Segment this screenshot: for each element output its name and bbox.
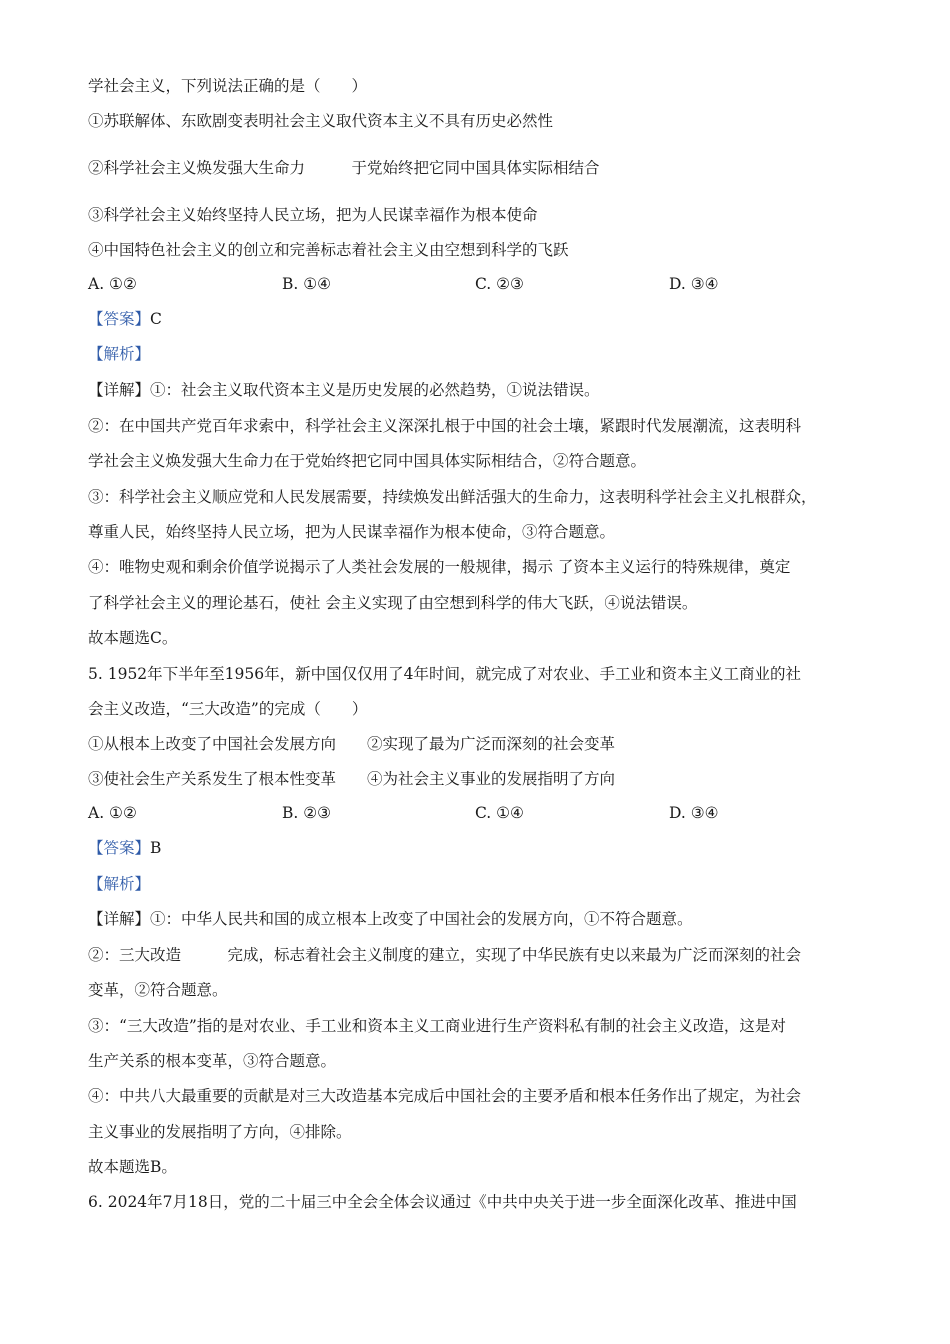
question-5-stem-2: 会主义改造，“三大改造”的完成（ ） [88,700,368,718]
q4-statement-3: ③科学社会主义始终坚持人民立场，把为人民谋幸福作为根本使命 [88,206,538,224]
q5-detail-4: ③：“三大改造”指的是对农业、手工业和资本主义工商业进行生产资料私有制的社会主义改造，这是对 [88,1017,786,1035]
q4-detail-6: ④：唯物史观和剩余价值学说揭示了人类社会发展的一般规律，揭示 了资本主义运行的特殊规律，奠定 [88,558,791,576]
question-4-stem: 学社会主义，下列说法正确的是（ ） [88,77,368,95]
q4-option-b: B. ①④ [282,275,332,293]
q5-conclusion: 故本题选B。 [88,1158,177,1176]
q4-option-c: C. ②③ [475,275,524,293]
answer-value: B [150,839,162,857]
analysis-tag: 【解析】 [88,875,151,893]
q5-detail-5: 生产关系的根本变革，③符合题意。 [88,1052,337,1070]
q5-detail-2: ②：三大改造 完成，标志着社会主义制度的建立，实现了中华民族有史以来最为广泛而深刻的社会 [88,946,802,964]
question-6-stem: 6. 2024年7月18日，党的二十届三中全会全体会议通过《中共中央关于进一步全面深化改革、推进中国 [88,1193,797,1211]
q5-detail-3: 变革，②符合题意。 [88,981,228,999]
answer-value: C [150,310,162,328]
q4-analysis-tag [88,344,150,364]
q4-detail-2: ②：在中国共产党百年求索中，科学社会主义深深扎根于中国的社会土壤，紧跟时代发展潮流，这表明科 [88,417,802,435]
q4-detail-5: 尊重人民，始终坚持人民立场，把为人民谋幸福作为根本使命，③符合题意。 [88,523,616,541]
q5-detail-7: 主义事业的发展指明了方向，④排除。 [88,1123,352,1141]
q4-detail-1 [88,380,600,400]
analysis-tag: 【解析】 [88,345,151,363]
answer-tag: 【答案】 [88,839,151,857]
q5-answer [88,838,161,858]
q5-detail-1 [88,909,693,929]
q4-detail-7: 了科学社会主义的理论基石，使社 会主义实现了由空想到科学的伟大飞跃，④说法错误。 [88,594,698,612]
q5-option-a: A. ①② [88,804,137,822]
q4-statement-1: ①苏联解体、东欧剧变表明社会主义取代资本主义不具有历史必然性 [88,112,554,130]
q5-analysis-tag [88,874,150,894]
q4-option-a: A. ①② [88,275,137,293]
detail-text: ①：中华人民共和国的成立根本上改变了中国社会的发展方向，①不符合题意。 [150,910,693,928]
detail-tag: 【详解】 [88,381,151,399]
detail-text: ①：社会主义取代资本主义是历史发展的必然趋势，①说法错误。 [150,381,600,399]
answer-tag: 【答案】 [88,310,151,328]
q4-answer [88,309,162,329]
q4-option-d: D. ③④ [669,275,719,293]
question-5-stem-1: 5. 1952年下半年至1956年，新中国仅仅用了4年时间，就完成了对农业、手工业和资本主义工商业的社 [88,665,801,683]
detail-tag: 【详解】 [88,910,151,928]
q4-statement-2: ②科学社会主义焕发强大生命力 于党始终把它同中国具体实际相结合 [88,159,600,177]
q5-statements-2: ③使社会生产关系发生了根本性变革 ④为社会主义事业的发展指明了方向 [88,770,616,788]
q5-option-d: D. ③④ [669,804,719,822]
q5-statements-1: ①从根本上改变了中国社会发展方向 ②实现了最为广泛而深刻的社会变革 [88,735,616,753]
q5-detail-6: ④：中共八大最重要的贡献是对三大改造基本完成后中国社会的主要矛盾和根本任务作出了规定，为社会 [88,1087,802,1105]
q5-option-b: B. ②③ [282,804,332,822]
q4-conclusion: 故本题选C。 [88,629,178,647]
q4-detail-4: ③：科学社会主义顺应党和人民发展需要，持续焕发出鲜活强大的生命力，这表明科学社会主义扎根群众， [88,488,817,506]
q4-detail-3: 学社会主义焕发强大生命力在于党始终把它同中国具体实际相结合，②符合题意。 [88,452,647,470]
q5-option-c: C. ①④ [475,804,524,822]
q4-statement-4: ④中国特色社会主义的创立和完善标志着社会主义由空想到科学的飞跃 [88,241,569,259]
